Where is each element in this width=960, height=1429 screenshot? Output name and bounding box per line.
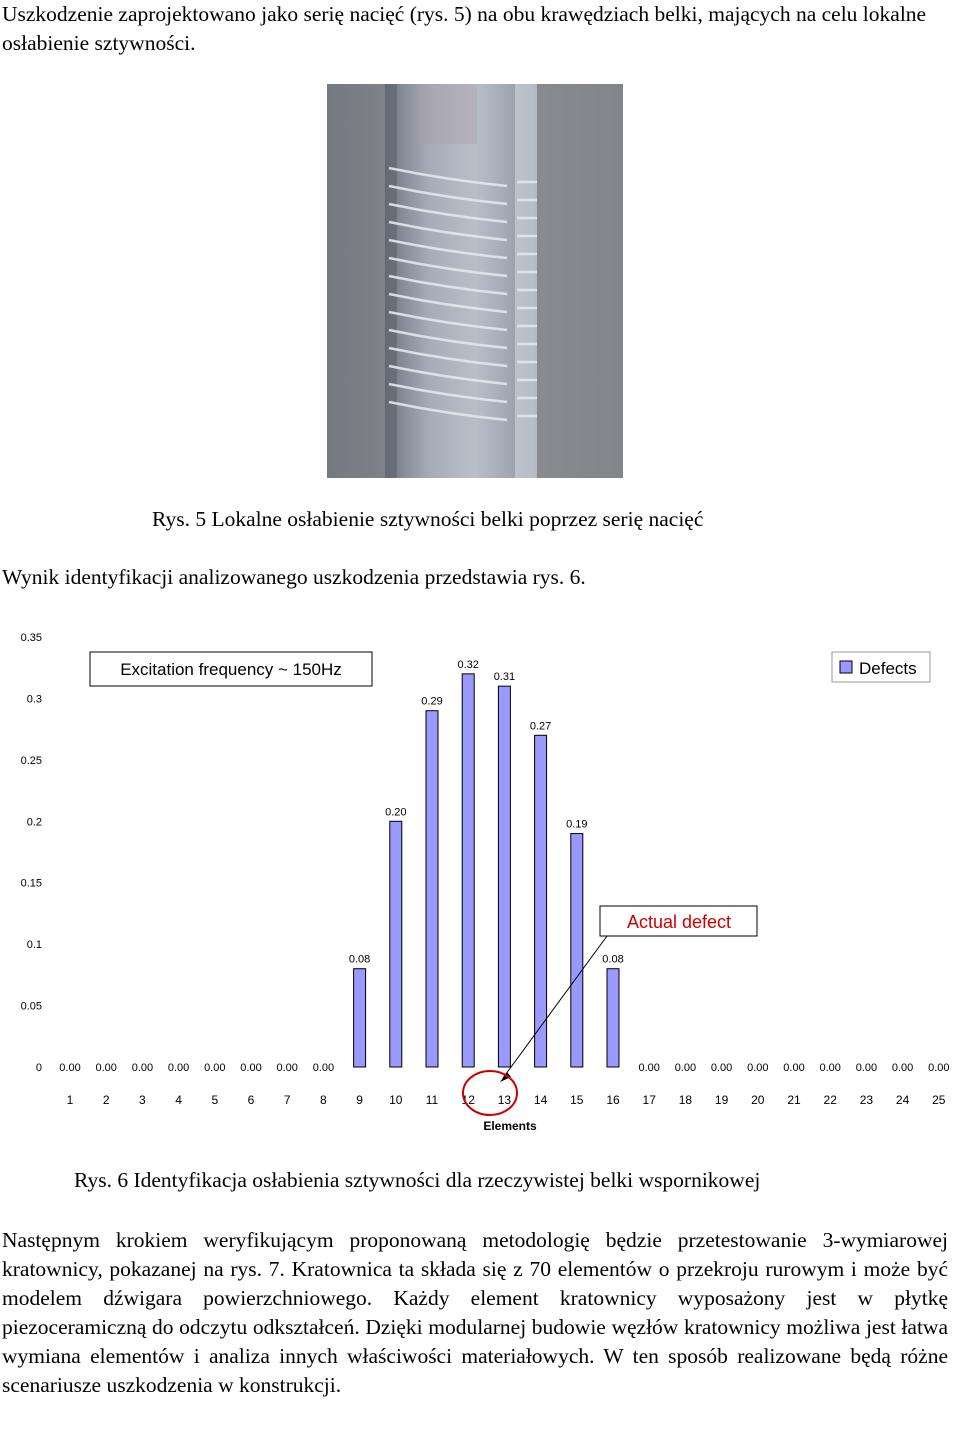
x-tick-label: 10 bbox=[389, 1093, 403, 1107]
bar bbox=[462, 674, 474, 1067]
defect-identification-chart bbox=[0, 620, 960, 1140]
annotation-arrow-line bbox=[503, 936, 607, 1078]
x-tick-label: 14 bbox=[533, 1093, 548, 1107]
data-label: 0.20 bbox=[385, 806, 407, 819]
y-tick-label: 0.2 bbox=[26, 816, 42, 829]
x-tick-label: 11 bbox=[425, 1093, 439, 1107]
data-label: 0.27 bbox=[529, 720, 552, 733]
x-tick-label: 6 bbox=[247, 1093, 255, 1107]
x-tick-label: 1 bbox=[66, 1093, 74, 1107]
x-tick-label: 20 bbox=[751, 1093, 765, 1107]
bar bbox=[571, 834, 583, 1067]
x-tick-label: 19 bbox=[714, 1093, 729, 1107]
figure-5-caption: Rys. 5 Lokalne osłabienie sztywności belki poprzez serię nacięć bbox=[152, 507, 704, 531]
data-label: 0.29 bbox=[421, 695, 443, 708]
legend-label: Defects bbox=[859, 659, 917, 678]
data-label: 0.00 bbox=[710, 1062, 733, 1074]
data-label: 0.08 bbox=[602, 953, 624, 966]
bar bbox=[498, 686, 510, 1067]
data-label: 0.00 bbox=[891, 1062, 914, 1074]
annotation-label: Actual defect bbox=[626, 912, 732, 932]
bar bbox=[390, 821, 402, 1067]
x-tick-label: 22 bbox=[823, 1093, 837, 1107]
data-label: 0.00 bbox=[638, 1062, 660, 1074]
y-tick-label: 0 bbox=[35, 1062, 42, 1074]
data-label: 0.00 bbox=[131, 1062, 154, 1074]
figure-6-caption: Rys. 6 Identyfikacja osłabienia sztywności dla rzeczywistej belki wspornikowej bbox=[74, 1168, 761, 1192]
x-tick-label: 25 bbox=[932, 1093, 946, 1107]
x-tick-label: 9 bbox=[356, 1093, 363, 1107]
legend-swatch bbox=[840, 661, 852, 673]
x-tick-label: 17 bbox=[642, 1093, 656, 1107]
x-tick-label: 23 bbox=[859, 1093, 874, 1107]
x-tick-label: 4 bbox=[175, 1093, 182, 1107]
x-tick-label: 13 bbox=[497, 1093, 512, 1107]
notched-beam-photo bbox=[327, 84, 623, 478]
x-tick-label: 15 bbox=[570, 1093, 584, 1107]
x-tick-label: 24 bbox=[895, 1093, 910, 1107]
y-tick-label: 0.15 bbox=[20, 877, 42, 890]
data-label: 0.00 bbox=[167, 1062, 190, 1074]
data-label: 0.00 bbox=[204, 1062, 226, 1074]
x-tick-label: 8 bbox=[320, 1093, 327, 1107]
bar bbox=[607, 969, 619, 1067]
data-label: 0.00 bbox=[312, 1062, 335, 1074]
x-tick-label: 5 bbox=[211, 1093, 219, 1107]
x-axis-label: Elements bbox=[483, 1119, 537, 1133]
data-label: 0.19 bbox=[566, 818, 588, 831]
data-label: 0.08 bbox=[348, 953, 371, 966]
x-tick-label: 18 bbox=[678, 1093, 693, 1107]
bars bbox=[354, 674, 619, 1067]
data-label: 0.00 bbox=[95, 1062, 117, 1074]
data-label: 0.00 bbox=[747, 1062, 769, 1074]
data-label: 0.00 bbox=[928, 1062, 950, 1074]
intro-paragraph: Uszkodzenie zaprojektowano jako serię nacięć (rys. 5) na obu krawędziach belki, mających na celu lokalne osłabienie sztywności. bbox=[2, 2, 927, 55]
bar bbox=[535, 735, 547, 1067]
x-tick-label: 21 bbox=[787, 1093, 801, 1107]
x-tick-label: 16 bbox=[606, 1093, 620, 1107]
y-tick-label: 0.35 bbox=[20, 632, 42, 644]
data-label: 0.00 bbox=[819, 1062, 841, 1074]
x-tick-label: 7 bbox=[283, 1093, 291, 1107]
data-label: 0.00 bbox=[276, 1062, 298, 1074]
x-tick-label: 2 bbox=[102, 1093, 110, 1107]
data-label: 0.31 bbox=[493, 671, 516, 684]
y-tick-label: 0.3 bbox=[26, 693, 42, 706]
data-label: 0.00 bbox=[783, 1062, 805, 1074]
bar bbox=[354, 969, 366, 1067]
bar bbox=[426, 711, 438, 1067]
y-tick-label: 0.1 bbox=[26, 939, 42, 952]
y-tick-label: 0.25 bbox=[20, 754, 42, 767]
next-step-paragraph: Następnym krokiem weryfikującym proponowaną metodologię będzie przetestowanie 3-wymiarowej kratownicy, pokazanej na rys. 7. Kratownica ta składa się z 70 elementów o przekroju rurowym i może być modelem dźwigara powierzchniowego. Każdy element kratownicy wyposażony jest w płytkę piezoceramiczną do odczytu odkształceń. Dzięki modularnej budowie węzłów kratownicy możliwa jest łatwa wymiana elementów i analiza innych właściwości materiałowych. W ten sposób realizowane będą różne scenariusze uszkodzenia w konstrukcji. bbox=[2, 1228, 948, 1397]
data-label: 0.00 bbox=[855, 1062, 878, 1074]
data-label: 0.00 bbox=[59, 1062, 81, 1074]
x-axis-ticks bbox=[67, 1093, 946, 1107]
x-tick-label: 3 bbox=[139, 1093, 146, 1107]
chart-title: Excitation frequency ~ 150Hz bbox=[120, 660, 342, 679]
y-tick-label: 0.05 bbox=[20, 1000, 42, 1013]
x-tick-label: 12 bbox=[461, 1093, 475, 1107]
y-axis-ticks bbox=[21, 632, 42, 1074]
data-label: 0.00 bbox=[674, 1062, 697, 1074]
data-label: 0.32 bbox=[457, 658, 479, 671]
result-paragraph: Wynik identyfikacji analizowanego uszkodzenia przedstawia rys. 6. bbox=[2, 565, 586, 589]
legend bbox=[832, 652, 930, 682]
data-label: 0.00 bbox=[240, 1062, 262, 1074]
